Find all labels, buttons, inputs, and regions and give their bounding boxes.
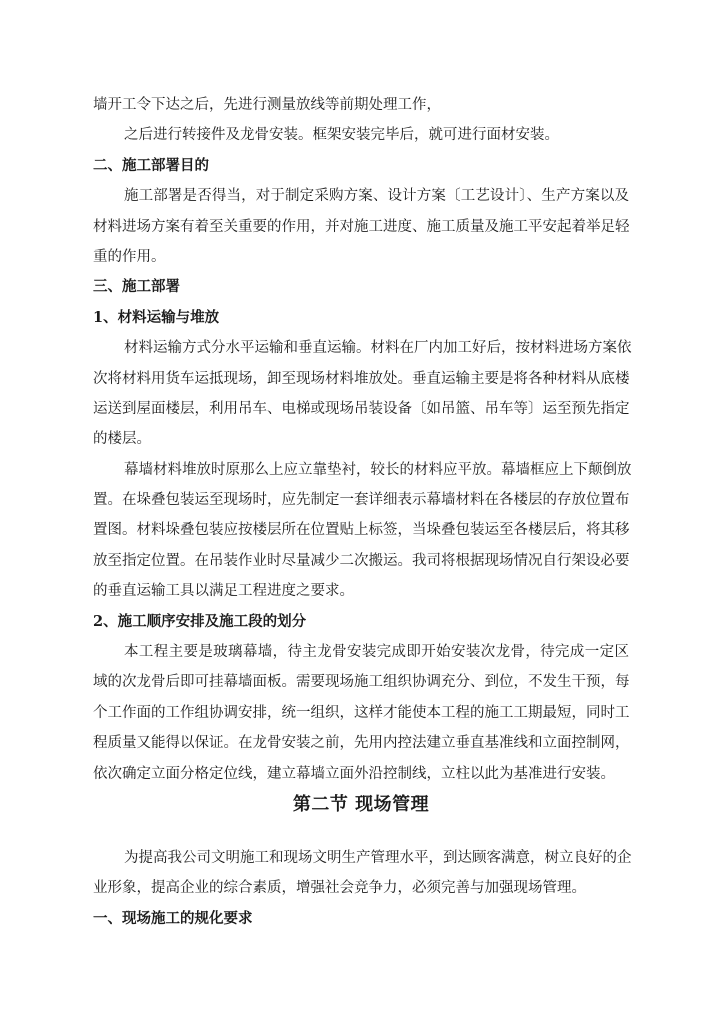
paragraph bbox=[93, 333, 632, 455]
paragraph bbox=[93, 843, 632, 904]
paragraph bbox=[93, 181, 629, 272]
paragraph-line: 业形象，提高企业的综合素质，增强社会竞争力，必须完善与加强现场管理。 bbox=[93, 880, 586, 897]
chapter-title bbox=[93, 789, 629, 821]
paragraph-line: 依次确定立面分格定位线，建立幕墙立面外沿控制线，立柱以此为基准进行安装。 bbox=[93, 765, 615, 782]
paragraph bbox=[93, 120, 629, 150]
heading-text: 三、施工部署 bbox=[93, 278, 180, 296]
paragraph-line: 材料进场方案有着至关重要的作用，并对施工进度、施工质量及施工平安起着举足轻 bbox=[93, 218, 630, 235]
paragraph-line: 施工部署是否得当，对于制定采购方案、设计方案〔工艺设计〕、生产方案以及 bbox=[124, 188, 629, 205]
paragraph-line: 幕墙材料堆放时原那么上应立靠垫衬，较长的材料应平放。幕墙框应上下颠倒放 bbox=[124, 461, 632, 478]
paragraph bbox=[93, 90, 629, 120]
paragraph bbox=[93, 637, 629, 789]
heading-text: 1、材料运输与堆放 bbox=[93, 308, 220, 326]
section-heading bbox=[93, 272, 629, 302]
heading-text: 2、施工顺序安排及施工段的划分 bbox=[93, 612, 307, 630]
paragraph-line: 程质量又能得以保证。在龙骨安装之前，先用内控法建立垂直基准线和立面控制网， bbox=[93, 735, 630, 752]
paragraph-line: 本工程主要是玻璃幕墙，待主龙骨安装完成即开始安装次龙骨，待完成一定区 bbox=[124, 644, 629, 661]
heading-text: 二、施工部署目的 bbox=[93, 156, 209, 174]
section-heading bbox=[93, 151, 629, 181]
paragraph-line: 域的次龙骨后即可挂幕墙面板。需要现场施工组织协调充分、到位，不发生干预，每 bbox=[93, 674, 630, 691]
paragraph-line: 次将材料用货车运抵现场，卸至现场材料堆放处。垂直运输主要是将各种材料从底楼 bbox=[93, 370, 630, 387]
paragraph-line: 运送到屋面楼层，利用吊车、电梯或现场吊装设备〔如吊篮、吊车等〕运至预先指定 bbox=[93, 400, 630, 417]
paragraph-line: 墙开工令下达之后，先进行测量放线等前期处理工作， bbox=[93, 97, 441, 113]
paragraph-line: 放至指定位置。在吊装作业时尽量减少二次搬运。我司将根据现场情况自行架设必要 bbox=[93, 552, 630, 569]
paragraph-line: 置图。材料垛叠包装应按楼层所在位置贴上标签，当垛叠包装运至各楼层后，将其移 bbox=[93, 522, 630, 539]
paragraph-line: 之后进行转接件及龙骨安装。框架安装完毕后，就可进行面材安装。 bbox=[124, 127, 559, 144]
section-heading bbox=[93, 904, 629, 934]
section-heading bbox=[93, 303, 629, 333]
paragraph-line: 的楼层。 bbox=[93, 431, 151, 448]
paragraph-line: 材料运输方式分水平运输和垂直运输。材料在厂内加工好后，按材料进场方案依 bbox=[124, 340, 632, 357]
paragraph-line: 的垂直运输工具以满足工程进度之要求。 bbox=[93, 583, 354, 600]
paragraph-line: 为提高我公司文明施工和现场文明生产管理水平，到达顾客满意，树立良好的企 bbox=[124, 849, 632, 866]
paragraph bbox=[93, 455, 632, 607]
document-page bbox=[93, 90, 632, 934]
paragraph-line: 重的作用。 bbox=[93, 248, 166, 265]
heading-text: 一、现场施工的规化要求 bbox=[93, 909, 253, 927]
paragraph-line: 置。在垛叠包装运至现场时，应先制定一套详细表示幕墙材料在各楼层的存放位置布 bbox=[93, 492, 630, 509]
paragraph-line: 个工作面的工作组协调安排，统一组织，这样才能使本工程的施工工期最短，同时工 bbox=[93, 704, 630, 721]
chapter-title-text: 第二节 现场管理 bbox=[292, 793, 430, 815]
section-heading bbox=[93, 607, 629, 637]
